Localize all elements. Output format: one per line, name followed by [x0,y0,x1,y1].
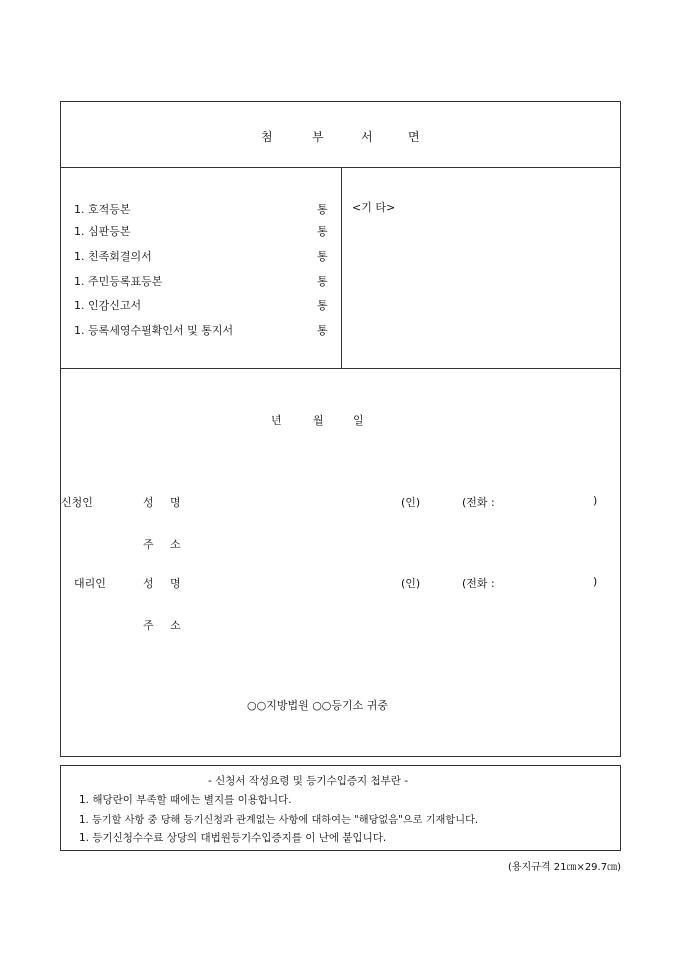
instructions-line: 1. 등기신청수수료 상당의 대법원등기수입증지를 이 난에 붙입니다. [79,832,387,844]
agent-seal-mark: (인) [401,577,421,590]
applicant-name-label-char-1: 성 [143,496,154,509]
recipient-court-label: ○○지방법원 ○○등기소 귀중 [247,699,389,712]
instructions-line: 1. 등기할 사항 중 당해 등기신청과 관계없는 사항에 대하여는 "해당없음"으로 기재합니다. [79,815,479,826]
form-title-char-1: 첨 [261,130,273,144]
agent-name-label-char-1: 성 [143,577,154,590]
attachment-item-unit: 통 [317,250,328,263]
attachment-item-label: 1. 인감신고서 [74,299,142,312]
applicant-address-label-char-1: 주 [143,538,154,551]
other-attachments-label: <기 타> [352,201,396,214]
agent-phone-label: (전화 : [462,577,495,590]
date-year-label: 년 [271,414,282,427]
attachment-item-unit: 통 [317,299,328,312]
applicant-phone-close: ) [593,494,598,507]
agent-role-label: 대리인 [74,577,106,590]
attachment-item-label: 1. 주민등록표등본 [74,275,163,288]
applicant-seal-mark: (인) [401,496,421,509]
attachment-item-unit: 통 [317,275,328,288]
attachment-item-unit: 통 [317,203,328,216]
attachment-item-label: 1. 등록세영수필확인서 및 통지서 [74,324,234,337]
form-title-char-3: 서 [361,130,373,144]
attachment-item-label: 1. 심판등본 [74,225,131,238]
attachment-item-label: 1. 친족회결의서 [74,250,152,263]
date-month-label: 월 [313,414,324,427]
date-day-label: 일 [353,414,364,427]
applicant-role-label: 신청인 [61,496,93,509]
form-title-char-4: 면 [408,130,420,144]
attachment-item-label: 1. 호적등본 [74,203,131,216]
attachments-divider [60,368,621,369]
instructions-heading: - 신청서 작성요령 및 등기수입증지 첩부란 - [208,775,409,787]
agent-name-label-char-2: 명 [170,577,181,590]
attachments-column-divider [341,167,342,368]
applicant-address-label-char-2: 소 [170,538,181,551]
agent-phone-close: ) [593,575,598,588]
attachment-item-unit: 통 [317,225,328,238]
applicant-name-label-char-2: 명 [170,496,181,509]
attachment-item-unit: 통 [317,324,328,337]
instructions-line: 1. 해당란이 부족할 때에는 별지를 이용합니다. [79,794,292,806]
agent-address-label-char-2: 소 [170,619,181,632]
form-title-char-2: 부 [312,130,324,144]
paper-size-note: (용지규격 21㎝×29.7㎝) [508,862,621,873]
agent-address-label-char-1: 주 [143,619,154,632]
applicant-phone-label: (전화 : [462,496,495,509]
